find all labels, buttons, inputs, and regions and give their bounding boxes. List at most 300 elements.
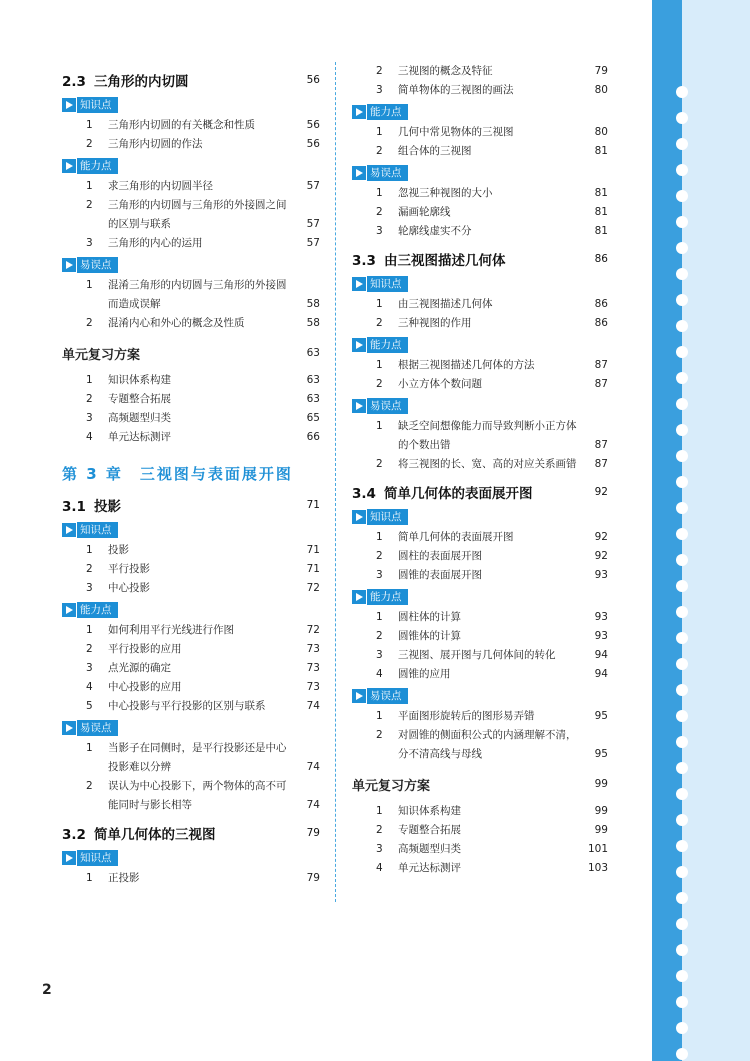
- toc-entry[interactable]: [352, 547, 608, 566]
- entry-number: 2: [376, 458, 383, 470]
- entry-number: 1: [376, 359, 383, 371]
- toc-entry[interactable]: [352, 840, 608, 859]
- entry-number: 1: [376, 710, 383, 722]
- play-arrow-icon: [62, 258, 76, 272]
- play-arrow-icon: [62, 98, 76, 112]
- entry-title: 而造成误解: [108, 298, 161, 310]
- toc-entry[interactable]: [352, 203, 608, 222]
- toc-entry[interactable]: [62, 640, 320, 659]
- entry-number: 2: [86, 393, 93, 405]
- category-tag-label: 知识点: [77, 522, 118, 538]
- binder-ring-icon: [676, 112, 688, 124]
- binder-ring-icon: [676, 1048, 688, 1060]
- binder-ring-icon: [676, 710, 688, 722]
- category-tag-label: 能力点: [367, 104, 408, 120]
- entry-title: 点光源的确定: [108, 662, 171, 674]
- binder-ring-icon: [676, 398, 688, 410]
- toc-entry[interactable]: [352, 707, 608, 726]
- entry-page: 56: [306, 119, 320, 131]
- toc-left-column: [62, 62, 320, 888]
- binder-ring-icon: [676, 892, 688, 904]
- category-tag: [62, 521, 320, 539]
- entry-number: 1: [86, 624, 93, 636]
- entry-title: 根据三视图描述几何体的方法: [398, 359, 535, 371]
- category-tag: [62, 601, 320, 619]
- toc-entry[interactable]: [352, 646, 608, 665]
- entry-title: 三角形内切圆的作法: [108, 138, 203, 150]
- toc-entry[interactable]: [62, 796, 320, 815]
- entry-number: 3: [376, 225, 383, 237]
- entry-number: 2: [86, 317, 93, 329]
- toc-entry[interactable]: [352, 123, 608, 142]
- category-tag: [62, 719, 320, 737]
- section-page: 71: [306, 499, 320, 511]
- play-arrow-icon: [352, 689, 366, 703]
- category-tag-label: 知识点: [367, 509, 408, 525]
- toc-entry[interactable]: [62, 135, 320, 154]
- entry-number: 3: [376, 84, 383, 96]
- entry-page: 71: [306, 563, 320, 575]
- toc-entry[interactable]: [352, 859, 608, 878]
- chapter-heading[interactable]: 第 3 章 三视图与表面展开图: [62, 465, 293, 483]
- toc-entry[interactable]: [352, 356, 608, 375]
- entry-number: 1: [376, 126, 383, 138]
- toc-entry[interactable]: [62, 659, 320, 678]
- entry-number: 2: [86, 643, 93, 655]
- entry-page: 74: [306, 700, 320, 712]
- unit-review-page: 99: [594, 778, 608, 790]
- entry-title: 三视图、展开图与几何体间的转化: [398, 649, 556, 661]
- toc-entry[interactable]: [62, 409, 320, 428]
- entry-number: 2: [376, 824, 383, 836]
- toc-entry[interactable]: [62, 314, 320, 333]
- play-arrow-icon: [352, 590, 366, 604]
- entry-title: 当影子在同侧时，是平行投影还是中心: [108, 742, 287, 754]
- category-tag: [352, 103, 608, 121]
- entry-page: 80: [594, 84, 608, 96]
- toc-entry[interactable]: [352, 295, 608, 314]
- entry-page: 81: [594, 225, 608, 237]
- entry-title: 正投影: [108, 872, 140, 884]
- category-tag-label: 能力点: [367, 589, 408, 605]
- entry-number: 3: [86, 582, 93, 594]
- category-tag: [62, 849, 320, 867]
- binder-ring-icon: [676, 86, 688, 98]
- play-arrow-icon: [62, 603, 76, 617]
- entry-page: [578, 417, 608, 436]
- entry-number: 3: [376, 843, 383, 855]
- binder-ring-icon: [676, 866, 688, 878]
- section-heading[interactable]: [62, 823, 320, 843]
- play-arrow-icon: [352, 510, 366, 524]
- toc-entry[interactable]: [352, 81, 608, 100]
- binder-ring-icon: [676, 216, 688, 228]
- entry-page: 80: [594, 126, 608, 138]
- entry-title: 能同时与影长相等: [108, 799, 192, 811]
- section-number: 3.1: [62, 499, 86, 515]
- entry-number: 2: [376, 550, 383, 562]
- entry-page: 93: [594, 630, 608, 642]
- entry-page: 65: [306, 412, 320, 424]
- toc-entry[interactable]: [352, 665, 608, 684]
- binder-ring-icon: [676, 190, 688, 202]
- category-tag: [62, 256, 320, 274]
- entry-page: 95: [594, 748, 608, 760]
- entry-page: 87: [594, 439, 608, 451]
- entry-page: [290, 276, 320, 295]
- entry-title: 平面图形旋转后的图形易弄错: [398, 710, 535, 722]
- entry-title: 圆柱体的计算: [398, 611, 461, 623]
- entry-title: 误认为中心投影下，两个物体的高不可: [108, 780, 287, 792]
- entry-page: 73: [306, 643, 320, 655]
- section-heading[interactable]: [62, 70, 320, 90]
- entry-title: 小立方体个数问题: [398, 378, 482, 390]
- binder-ring-icon: [676, 502, 688, 514]
- section-title-group: [352, 249, 506, 269]
- entry-page: 79: [594, 65, 608, 77]
- entry-number: 1: [376, 187, 383, 199]
- toc-entry[interactable]: [62, 234, 320, 253]
- entry-page: 58: [306, 317, 320, 329]
- toc-entry[interactable]: [62, 295, 320, 314]
- entry-title: 单元达标测评: [398, 862, 461, 874]
- entry-number: 1: [376, 420, 383, 432]
- section-number: 3.2: [62, 827, 86, 843]
- entry-number: [62, 295, 108, 314]
- toc-entry[interactable]: [62, 371, 320, 390]
- entry-title: 三视图的概念及特征: [398, 65, 493, 77]
- entry-number: [352, 436, 398, 455]
- play-arrow-icon: [352, 105, 366, 119]
- entry-title: 混淆内心和外心的概念及性质: [108, 317, 245, 329]
- toc-entry[interactable]: [62, 196, 320, 215]
- toc-entry[interactable]: [352, 314, 608, 333]
- toc-entry[interactable]: [352, 62, 608, 81]
- entry-title: 中心投影: [108, 582, 150, 594]
- entry-title: 的个数出错: [398, 439, 451, 451]
- entry-page: 99: [594, 824, 608, 836]
- entry-page: 81: [594, 145, 608, 157]
- toc-entry[interactable]: [62, 560, 320, 579]
- section-heading[interactable]: [62, 495, 320, 515]
- entry-title: 专题整合拓展: [108, 393, 171, 405]
- section-page: 86: [594, 253, 608, 265]
- entry-page: 93: [594, 569, 608, 581]
- toc-entry[interactable]: [62, 177, 320, 196]
- binder-ring-icon: [676, 554, 688, 566]
- play-arrow-icon: [352, 166, 366, 180]
- entry-number: 1: [376, 805, 383, 817]
- binder-ring-icon: [676, 684, 688, 696]
- entry-title: 知识体系构建: [398, 805, 461, 817]
- entry-page: 93: [594, 611, 608, 623]
- entry-number: 2: [376, 729, 383, 741]
- binder-ring-icon: [676, 606, 688, 618]
- toc-entry[interactable]: [62, 678, 320, 697]
- entry-number: 1: [86, 119, 93, 131]
- entry-number: [62, 758, 108, 777]
- entry-title: 组合体的三视图: [398, 145, 472, 157]
- unit-review-title: 单元复习方案: [352, 778, 431, 794]
- section-title-group: [352, 482, 533, 502]
- section-title: 由三视图描述几何体: [384, 253, 506, 269]
- entry-title: 圆锥的应用: [398, 668, 451, 680]
- entry-number: 4: [86, 681, 93, 693]
- binder-ring-icon: [676, 164, 688, 176]
- toc-entry[interactable]: [352, 608, 608, 627]
- toc-entry[interactable]: [62, 697, 320, 716]
- entry-title: 三角形内切圆的有关概念和性质: [108, 119, 255, 131]
- toc-entry[interactable]: [352, 417, 608, 436]
- entry-number: 1: [86, 180, 93, 192]
- toc-entry[interactable]: [352, 627, 608, 646]
- entry-title: 对圆锥的侧面积公式的内涵理解不清，: [398, 729, 577, 741]
- entry-page: [290, 777, 320, 796]
- toc-entry[interactable]: [62, 116, 320, 135]
- toc-entry[interactable]: [352, 184, 608, 203]
- entry-page: 72: [306, 582, 320, 594]
- entry-page: 94: [594, 649, 608, 661]
- entry-number: [62, 215, 108, 234]
- category-tag-label: 能力点: [77, 158, 118, 174]
- section-number: 3.3: [352, 253, 376, 269]
- entry-title: 高频题型归类: [398, 843, 461, 855]
- toc-entry[interactable]: [352, 455, 608, 474]
- binder-ring-icon: [676, 138, 688, 150]
- category-tag: [352, 508, 608, 526]
- entry-number: 2: [376, 206, 383, 218]
- toc-entry[interactable]: [352, 436, 608, 455]
- entry-title: 圆柱的表面展开图: [398, 550, 482, 562]
- entry-page: 103: [587, 862, 608, 874]
- category-tag: [352, 275, 608, 293]
- entry-page: 95: [594, 710, 608, 722]
- section-title-group: [62, 495, 121, 515]
- entry-page: 101: [587, 843, 608, 855]
- binder-ring-icon: [676, 242, 688, 254]
- toc-entry[interactable]: [352, 745, 608, 764]
- entry-number: 3: [86, 412, 93, 424]
- binder-strip: [652, 0, 682, 1061]
- toc-entry[interactable]: [62, 215, 320, 234]
- binder-ring-icon: [676, 294, 688, 306]
- entry-title: 简单几何体的表面展开图: [398, 531, 514, 543]
- binder-ring-icon: [676, 918, 688, 930]
- section-page: 79: [306, 827, 320, 839]
- toc-entry[interactable]: [62, 276, 320, 295]
- entry-title: 三种视图的作用: [398, 317, 472, 329]
- entry-number: 1: [86, 742, 93, 754]
- toc-entry[interactable]: [62, 390, 320, 409]
- unit-review-heading[interactable]: [62, 343, 320, 363]
- entry-page: 92: [594, 531, 608, 543]
- toc-entry[interactable]: [62, 428, 320, 447]
- unit-review-title: 单元复习方案: [62, 347, 141, 363]
- toc-entry[interactable]: [352, 222, 608, 241]
- entry-title: 圆锥体的计算: [398, 630, 461, 642]
- unit-review-page: 63: [306, 347, 320, 359]
- entry-page: 72: [306, 624, 320, 636]
- section-title: 投影: [94, 499, 121, 515]
- section-number: 3.4: [352, 486, 376, 502]
- entry-title: 圆锥的表面展开图: [398, 569, 482, 581]
- binder-ring-icon: [676, 736, 688, 748]
- entry-title: 三角形的内心的运用: [108, 237, 203, 249]
- category-tag: [352, 164, 608, 182]
- entry-number: 1: [376, 298, 383, 310]
- entry-title: 由三视图描述几何体: [398, 298, 493, 310]
- entry-title: 忽视三种视图的大小: [398, 187, 493, 199]
- entry-title: 平行投影: [108, 563, 150, 575]
- entry-number: 2: [86, 563, 93, 575]
- entry-number: 3: [86, 662, 93, 674]
- category-tag: [62, 157, 320, 175]
- category-tag-label: 知识点: [77, 850, 118, 866]
- entry-number: 4: [86, 431, 93, 443]
- entry-page: 79: [306, 872, 320, 884]
- entry-number: 1: [86, 544, 93, 556]
- section-title: 简单几何体的三视图: [94, 827, 216, 843]
- entry-page: 74: [306, 799, 320, 811]
- entry-title: 几何中常见物体的三视图: [398, 126, 514, 138]
- entry-page: 81: [594, 206, 608, 218]
- toc-entry[interactable]: [352, 566, 608, 585]
- entry-page: 87: [594, 458, 608, 470]
- entry-title: 单元达标测评: [108, 431, 171, 443]
- binder-ring-icon: [676, 424, 688, 436]
- entry-number: 2: [376, 317, 383, 329]
- entry-number: 2: [376, 630, 383, 642]
- category-tag-label: 易误点: [77, 720, 118, 736]
- play-arrow-icon: [62, 721, 76, 735]
- entry-title: 轮廓线虚实不分: [398, 225, 472, 237]
- section-title-group: [62, 823, 216, 843]
- entry-number: 2: [86, 199, 93, 211]
- entry-number: 2: [376, 378, 383, 390]
- binder-ring-icon: [676, 1022, 688, 1034]
- entry-title: 三角形的内切圆与三角形的外接圆之间: [108, 199, 287, 211]
- entry-title: 中心投影与平行投影的区别与联系: [108, 700, 266, 712]
- play-arrow-icon: [352, 277, 366, 291]
- entry-page: 57: [306, 180, 320, 192]
- section-title: 三角形的内切圆: [94, 74, 189, 90]
- category-tag-label: 能力点: [77, 602, 118, 618]
- entry-title: 投影难以分辨: [108, 761, 171, 773]
- entry-page: 63: [306, 374, 320, 386]
- entry-page: 81: [594, 187, 608, 199]
- toc-entry[interactable]: [62, 541, 320, 560]
- play-arrow-icon: [62, 159, 76, 173]
- toc-entry[interactable]: [62, 758, 320, 777]
- toc-entry[interactable]: [62, 579, 320, 598]
- toc-entry[interactable]: [352, 802, 608, 821]
- entry-number: 4: [376, 668, 383, 680]
- entry-title: 知识体系构建: [108, 374, 171, 386]
- entry-page: 73: [306, 662, 320, 674]
- entry-title: 如何利用平行光线进行作图: [108, 624, 234, 636]
- category-tag: [352, 336, 608, 354]
- binder-ring-icon: [676, 840, 688, 852]
- category-tag-label: 能力点: [367, 337, 408, 353]
- section-title: 简单几何体的表面展开图: [384, 486, 533, 502]
- entry-page: 94: [594, 668, 608, 680]
- entry-page: 57: [306, 218, 320, 230]
- entry-number: 2: [376, 145, 383, 157]
- entry-page: 56: [306, 138, 320, 150]
- entry-number: 3: [376, 569, 383, 581]
- entry-page: 73: [306, 681, 320, 693]
- category-tag-label: 易误点: [367, 688, 408, 704]
- entry-number: 1: [376, 531, 383, 543]
- binder-ring-icon: [676, 450, 688, 462]
- entry-number: 1: [86, 279, 93, 291]
- entry-number: 1: [376, 611, 383, 623]
- entry-title: 专题整合拓展: [398, 824, 461, 836]
- section-heading[interactable]: [352, 482, 608, 502]
- binder-ring-icon: [676, 996, 688, 1008]
- toc-entry[interactable]: [352, 821, 608, 840]
- category-tag-label: 知识点: [77, 97, 118, 113]
- binder-ring-icon: [676, 372, 688, 384]
- entry-number: [62, 796, 108, 815]
- page-number: 2: [42, 982, 52, 998]
- entry-number: 1: [86, 374, 93, 386]
- play-arrow-icon: [352, 338, 366, 352]
- binder-ring-icon: [676, 970, 688, 982]
- toc-entry[interactable]: [62, 739, 320, 758]
- binder-ring-icon: [676, 268, 688, 280]
- category-tag: [352, 588, 608, 606]
- section-title-group: [62, 70, 189, 90]
- entry-page: 74: [306, 761, 320, 773]
- entry-title: 漏画轮廓线: [398, 206, 451, 218]
- category-tag-label: 知识点: [367, 276, 408, 292]
- toc-entry[interactable]: [352, 528, 608, 547]
- binder-ring-icon: [676, 476, 688, 488]
- category-tag-label: 易误点: [77, 257, 118, 273]
- entry-page: [578, 726, 608, 745]
- entry-page: 87: [594, 378, 608, 390]
- section-heading[interactable]: [352, 249, 608, 269]
- unit-review-heading[interactable]: [352, 774, 608, 794]
- entry-number: 3: [376, 649, 383, 661]
- binder-ring-icon: [676, 320, 688, 332]
- toc-entry[interactable]: [62, 621, 320, 640]
- entry-title: 平行投影的应用: [108, 643, 182, 655]
- toc-entry[interactable]: [62, 777, 320, 796]
- binder-ring-icon: [676, 658, 688, 670]
- play-arrow-icon: [62, 523, 76, 537]
- binder-ring-icon: [676, 346, 688, 358]
- entry-page: 71: [306, 544, 320, 556]
- binder-ring-icon: [676, 632, 688, 644]
- toc-entry[interactable]: [352, 375, 608, 394]
- entry-number: 4: [376, 862, 383, 874]
- toc-entry[interactable]: [352, 726, 608, 745]
- binder-ring-icon: [676, 788, 688, 800]
- entry-number: 1: [86, 872, 93, 884]
- section-page: 92: [594, 486, 608, 498]
- play-arrow-icon: [62, 851, 76, 865]
- entry-page: 99: [594, 805, 608, 817]
- toc-entry[interactable]: [62, 869, 320, 888]
- entry-page: 86: [594, 317, 608, 329]
- entry-number: 2: [86, 780, 93, 792]
- entry-title: 的区别与联系: [108, 218, 171, 230]
- entry-page: [290, 196, 320, 215]
- category-tag-label: 易误点: [367, 398, 408, 414]
- toc-entry[interactable]: [352, 142, 608, 161]
